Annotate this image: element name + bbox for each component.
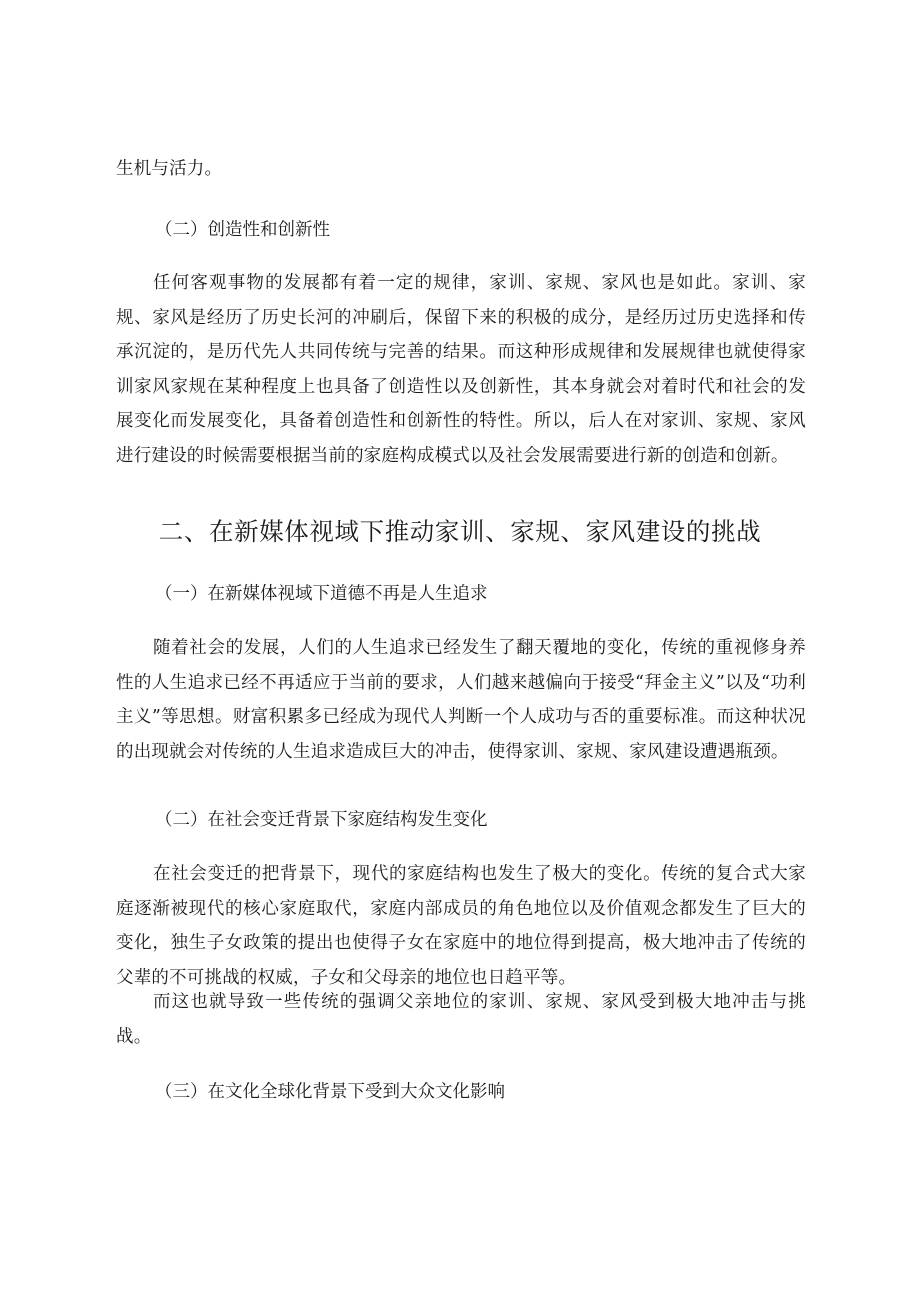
paragraph-creativity: 任何客观事物的发展都有着一定的规律，家训、家规、家风也是如此。家训、家规、家风是经历了历史长河的冲刷后，保留下来的积极的成分，是经历过历史选择和传承沉淀的，是历代先人共同传统与完善的结果。而这种形成规律和发展规律也就使得家训家风家规在某种程度上也具备了创造性以及创新性，其本身就会对着时代和社会的发展变化而发展变化，具备着创造性和创新性的特性。所以，后人在对家训、家规、家风进行建设的时候需要根据当前的家庭构成模式以及社会发展需要进行新的创造和创新。 xyxy=(116,273,806,466)
subsection-title-creativity: （二）创造性和创新性 xyxy=(155,220,330,240)
paragraph-father-role: 而这也就导致一些传统的强调父亲地位的家训、家规、家风受到极大地冲击与挑战。 xyxy=(116,992,806,1047)
subsection-title-mass-culture: （三）在文化全球化背景下受到大众文化影响 xyxy=(155,1082,505,1102)
paragraph-morality: 随着社会的发展，人们的人生追求已经发生了翻天覆地的变化，传统的重视修身养性的人生追求已经不再适应于当前的要求，人们越来越偏向于接受“拜金主义”以及“功利主义”等思想。财富积累多已经成为现代人判断一个人成功与否的重要标准。而这种状况的出现就会对传统的人生追求造成巨大的冲击，使得家训、家规、家风建设遭遇瓶颈。 xyxy=(116,638,806,762)
paragraph-family-structure: 在社会变迁的把背景下，现代的家庭结构也发生了极大的变化。传统的复合式大家庭逐渐被现代的核心家庭取代，家庭内部成员的角色地位以及价值观念都发生了巨大的变化，独生子女政策的提出也使得子女在家庭中的地位得到提高，极大地冲击了传统的父辈的不可挑战的权威，子女和父母亲的地位也日趋平等。 xyxy=(116,864,806,988)
subsection-title-morality: （一）在新媒体视域下道德不再是人生追求 xyxy=(155,584,488,604)
section-heading-challenges: 二、在新媒体视域下推动家训、家规、家风建设的挑战 xyxy=(158,517,762,546)
subsection-title-family-structure: （二）在社会变迁背景下家庭结构发生变化 xyxy=(155,810,488,830)
continuation-text: 生机与活力。 xyxy=(116,159,223,179)
